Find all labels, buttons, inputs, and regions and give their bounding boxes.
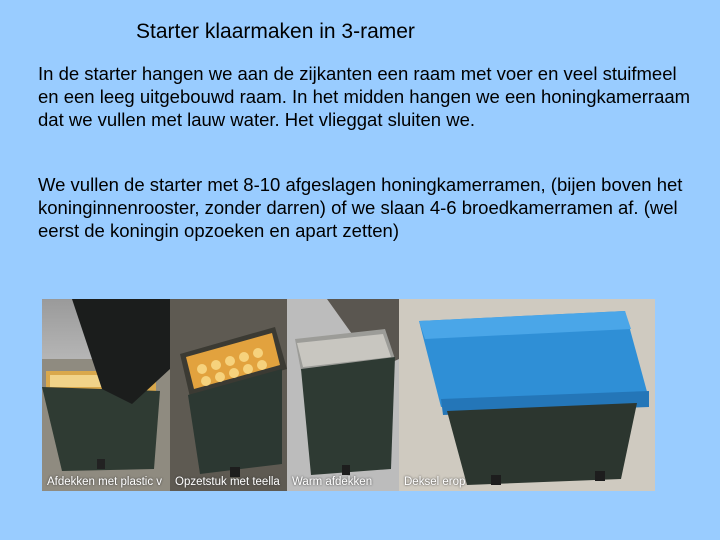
- hive-illustration-1: [42, 299, 170, 491]
- photo-caption-2: Opzetstuk met teella: [175, 476, 280, 488]
- paragraph-1: In de starter hangen we aan de zijkanten een raam met voer en veel stuifmeel en een leeg uitgebouwd raam. In het midden hangen we een honingkamerraam dat we vullen met lauw water. Het vlieggat sluiten we.: [38, 63, 691, 130]
- hive-illustration-4: [399, 299, 655, 491]
- hive-illustration-2: [170, 299, 287, 491]
- photo-deksel-erop: [399, 299, 655, 491]
- hive-illustration-3: [287, 299, 399, 491]
- photo-caption-4: Deksel erop: [404, 476, 466, 488]
- photo-caption-3: Warm afdekken: [292, 476, 373, 488]
- photo-opzetstuk: [170, 299, 287, 491]
- paragraph-2: We vullen de starter met 8-10 afgeslagen honingkamerramen, (bijen boven het koninginnenrooster, zonder darren) of we slaan 4-6 broedkamerramen af. (wel eerst de koningin opzoeken en apart zetten): [38, 174, 683, 241]
- photo-strip: [42, 299, 655, 491]
- photo-caption-1: Afdekken met plastic v: [47, 476, 163, 488]
- photo-plastic-cover: [42, 299, 170, 491]
- slide-title: Starter klaarmaken in 3-ramer: [136, 20, 415, 43]
- photo-warm-afdekken: [287, 299, 399, 491]
